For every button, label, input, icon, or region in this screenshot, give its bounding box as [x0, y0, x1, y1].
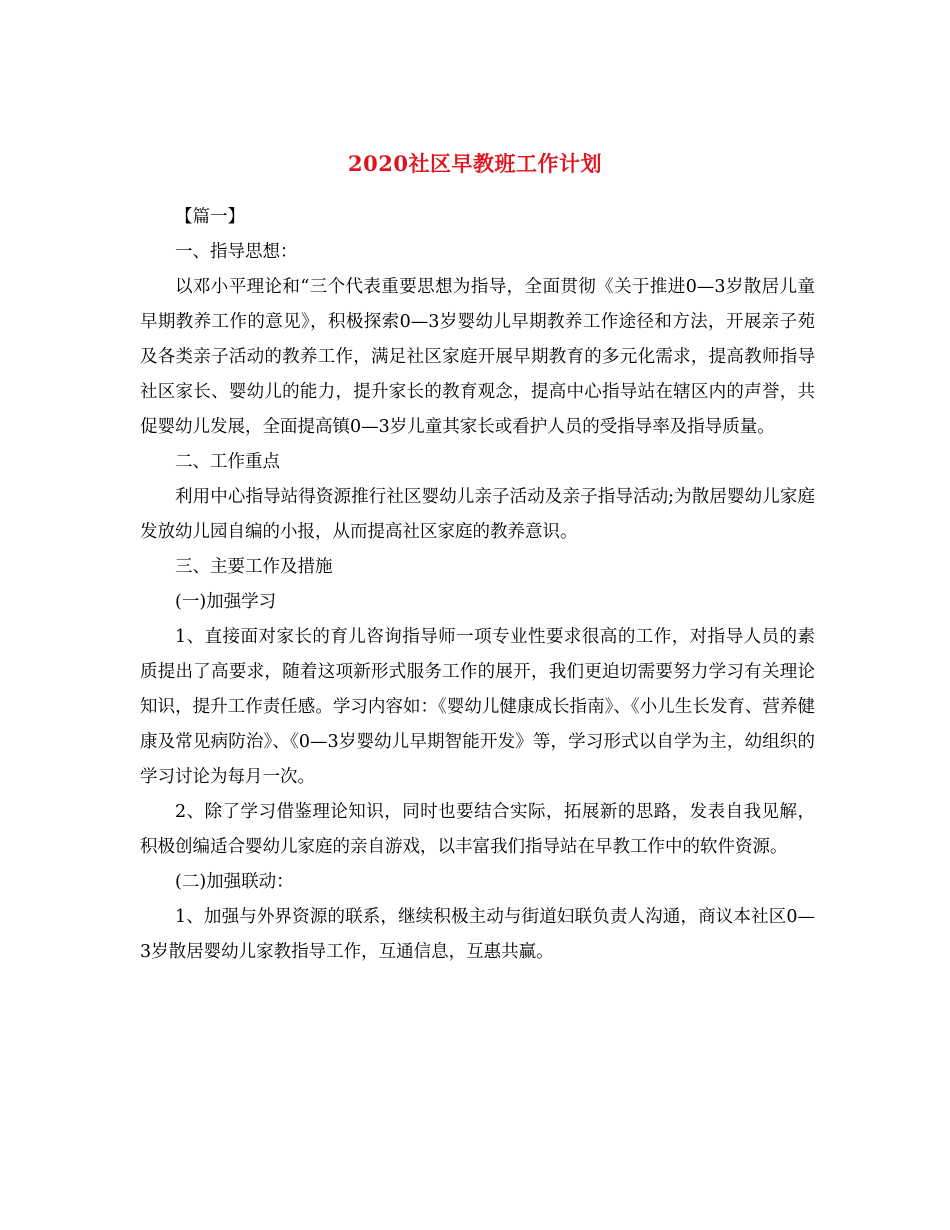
paragraph-linkage-1: 1、加强与外界资源的联系，继续积极主动与街道妇联负责人沟通，商议本社区0—3岁散居婴幼儿家教指导工作，互通信息，互惠共赢。 [140, 907, 815, 962]
paragraph-guiding-ideology: 以邓小平理论和“三个代表重要思想为指导，全面贯彻《关于推进0—3岁散居儿童早期教养工作的意见》，积极探索0—3岁婴幼儿早期教养工作途径和方法，开展亲子苑及各类亲子活动的教养工作，满足社区家庭开展早期教育的多元化需求，提高教师指导社区家长、婴幼儿的能力，提升家长的教育观念，提高中心指导站在辖区内的声誉，共促婴幼儿发展，全面提高镇0—3岁儿童其家长或看护人员的受指导率及指导质量。 [140, 277, 815, 437]
document-body [140, 200, 815, 970]
paragraph-learning-1: 1、直接面对家长的育儿咨询指导师一项专业性要求很高的工作，对指导人员的素质提出了高要求，随着这项新形式服务工作的展开，我们更迫切需要努力学习有关理论知识，提升工作责任感。学习内容如：《婴幼儿健康成长指南》、《小儿生长发育、营养健康及常见病防治》、《0—3岁婴幼儿早期智能开发》等，学习形式以自学为主，幼组织的学习讨论为每月一次。 [140, 627, 815, 787]
heading-guiding-ideology: 一、指导思想： [175, 242, 298, 262]
paragraph-work-focus: 利用中心指导站得资源推行社区婴幼儿亲子活动及亲子指导活动;为散居婴幼儿家庭发放幼儿园自编的小报，从而提高社区家庭的教养意识。 [140, 487, 815, 542]
subheading-strengthen-linkage: (二)加强联动： [175, 872, 294, 892]
document-title: 2020社区早教班工作计划 [348, 151, 602, 176]
subheading-strengthen-learning: (一)加强学习 [175, 592, 277, 612]
paragraph-learning-2: 2、除了学习借鉴理论知识，同时也要结合实际，拓展新的思路，发表自我见解，积极创编适合婴幼儿家庭的亲自游戏，以丰富我们指导站在早教工作中的软件资源。 [140, 802, 815, 857]
heading-work-focus: 二、工作重点 [175, 452, 280, 472]
heading-main-work: 三、主要工作及措施 [175, 557, 333, 577]
section-label: 【篇一】 [175, 207, 245, 227]
